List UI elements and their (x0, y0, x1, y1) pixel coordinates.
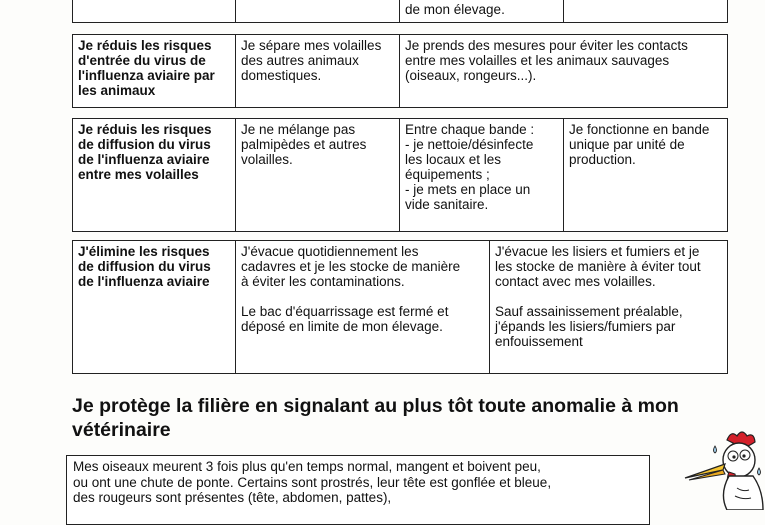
row-0-cell-2: de mon élevage. (399, 0, 563, 22)
row-2-cell-2: Entre chaque bande : - je nettoie/désinfecte les locaux et les équipements ; - je mets en place un vide sanitaire. (399, 119, 563, 231)
anomaly-line: ou ont une chute de ponte. Certains sont prostrés, leur tête est gonflée et bleue, (73, 474, 552, 490)
row-1-title-cell: Je réduis les risques d'entrée du virus de l'influenza aviaire par les animaux (78, 38, 215, 98)
row-3-title-cell: J'élimine les risques de diffusion du virus de l'influenza aviaire (78, 244, 211, 289)
measures-row-0 (72, 0, 728, 23)
row-3-cell-2-note: Sauf assainissement préalable, j'épands les lisiers/fumiers par enfouissement (495, 304, 683, 349)
row-2-title-cell: Je réduis les risques de diffusion du virus de l'influenza aviaire entre mes volailles (78, 122, 212, 182)
anomaly-line: des rougeurs sont présentes (tête, abdomen, pattes), (73, 490, 392, 505)
row-2-cell-3: Je fonctionne en bande unique par unité de production. (563, 119, 727, 231)
measures-row-2 (72, 118, 728, 232)
row-3-cell-2: J'évacue les lisiers et fumiers et je les stocke de manière à éviter tout contact avec mes volailles. Sauf assainissement préalable, j'épands les lisiers/fumiers par enfouissement (489, 241, 727, 373)
row-0-title-cell (73, 0, 235, 22)
row-3-cell-1-note: Le bac d'équarrissage est fermé et déposé en limite de mon élevage. (241, 304, 449, 334)
row-0-cell-1 (235, 0, 399, 22)
measures-row-3 (72, 240, 728, 374)
row-3-cell-1: J'évacue quotidiennement les cadavres et je les stocke de manière à éviter les contaminations. Le bac d'équarrissage est fermé et déposé en limite de mon élevage. (235, 241, 489, 373)
anomaly-line: Mes oiseaux meurent 3 fois plus qu'en temps normal, mangent et boivent peu, (73, 459, 541, 474)
row-1-cell-1: Je sépare mes volailles des autres animaux domestiques. (235, 35, 399, 107)
sick-chicken-illustration (655, 428, 765, 510)
section-heading: Je protège la filière en signalant au plus tôt toute anomalie à mon vétérinaire (72, 395, 679, 441)
measures-row-1 (72, 34, 728, 108)
row-1-cell-2: Je prends des mesures pour éviter les contacts entre mes volailles et les animaux sauvages (oiseaux, rongeurs...). (399, 35, 727, 107)
row-0-cell-3 (563, 0, 727, 22)
anomaly-description-box (66, 455, 650, 525)
row-2-cell-1: Je ne mélange pas palmipèdes et autres volailles. (235, 119, 399, 231)
